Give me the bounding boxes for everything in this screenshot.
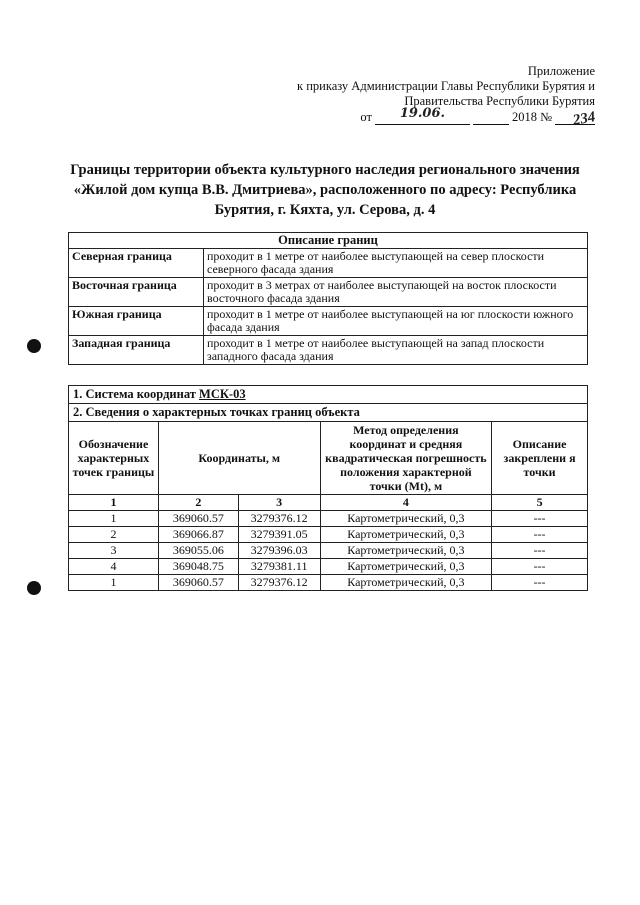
- method-cell: Картометрический, 0,3: [320, 511, 492, 527]
- table-row: [69, 527, 588, 543]
- coord-y: 3279396.03: [238, 543, 320, 559]
- year-number-label: 2018 №: [511, 110, 552, 124]
- coordinate-system-value: МСК-03: [199, 387, 246, 401]
- point-number: 3: [69, 543, 159, 559]
- fixing-cell: ---: [492, 527, 588, 543]
- method-cell: Картометрический, 0,3: [320, 575, 492, 591]
- index-cell: 2: [158, 495, 238, 511]
- table-row: [69, 278, 588, 307]
- borders-table: [68, 232, 588, 365]
- fixing-cell: ---: [492, 511, 588, 527]
- index-cell: 5: [492, 495, 588, 511]
- method-cell: Картометрический, 0,3: [320, 527, 492, 543]
- date-blank: [375, 106, 470, 125]
- coord-y: 3279391.05: [238, 527, 320, 543]
- appendix-label: Приложение: [527, 64, 595, 78]
- borders-table-header: Описание границ: [69, 233, 588, 249]
- fixing-cell: ---: [492, 575, 588, 591]
- method-cell: Картометрический, 0,3: [320, 543, 492, 559]
- coord-x: 369060.57: [158, 511, 238, 527]
- index-cell: 4: [320, 495, 492, 511]
- coord-x: 369055.06: [158, 543, 238, 559]
- order-line: к приказу Администрации Главы Республики Бурятия и: [297, 79, 595, 93]
- handwritten-date: 19.06.: [399, 106, 446, 121]
- col-method: Метод определения координат и средняя квадратическая погрешность положения характерной точки (Мt), м: [320, 422, 492, 495]
- point-number: 1: [69, 575, 159, 591]
- number-blank: [555, 109, 597, 129]
- border-name: Южная граница: [69, 307, 204, 336]
- point-number: 4: [69, 559, 159, 575]
- coordinate-system-row: [69, 386, 588, 404]
- border-name: Северная граница: [69, 249, 204, 278]
- border-name: Западная граница: [69, 336, 204, 365]
- index-row: [69, 495, 588, 511]
- border-description: проходит в 1 метре от наиболее выступающей на юг плоскости южного фасада здания: [204, 307, 588, 336]
- table-row: [69, 559, 588, 575]
- coord-x: 369048.75: [158, 559, 238, 575]
- border-description: проходит в 1 метре от наиболее выступающей на север плоскости северного фасада здания: [204, 249, 588, 278]
- points-info-row: 2. Сведения о характерных точках границ объекта: [69, 404, 588, 422]
- coord-y: 3279381.11: [238, 559, 320, 575]
- table-row: [69, 249, 588, 278]
- coord-y: 3279376.12: [238, 511, 320, 527]
- coord-x: 369060.57: [158, 575, 238, 591]
- coord-x: 369066.87: [158, 527, 238, 543]
- border-description: проходит в 3 метрах от наиболее выступающей на восток плоскости восточного фасада здания: [204, 278, 588, 307]
- col-designation: Обозначение характерных точек границы: [69, 422, 159, 495]
- table-row: [69, 511, 588, 527]
- table-row: [69, 336, 588, 365]
- table-row: [69, 575, 588, 591]
- fixing-cell: ---: [492, 543, 588, 559]
- date-number-line: [360, 106, 597, 129]
- from-label: от: [360, 110, 372, 124]
- col-description: Описание закреплени я точки: [492, 422, 588, 495]
- coord-y: 3279376.12: [238, 575, 320, 591]
- method-cell: Картометрический, 0,3: [320, 559, 492, 575]
- col-coordinates: Координаты, м: [158, 422, 320, 495]
- punch-hole-mark: [27, 581, 41, 595]
- fixing-cell: ---: [492, 559, 588, 575]
- coordinate-system-label: 1. Система координат: [73, 387, 200, 401]
- document-title: Границы территории объекта культурного наследия регионального значения «Жилой дом купца В.В. Дмитриева», расположенного по адресу: Республика Бурятия, г. Кяхта, ул. Серова, д. 4: [70, 162, 580, 218]
- index-cell: 1: [69, 495, 159, 511]
- index-cell: 3: [238, 495, 320, 511]
- border-name: Восточная граница: [69, 278, 204, 307]
- table-row: [69, 543, 588, 559]
- punch-hole-mark: [27, 339, 41, 353]
- date-blank-tail: [473, 112, 509, 125]
- points-table: [68, 385, 588, 591]
- handwritten-number: 234: [571, 109, 597, 129]
- point-number: 1: [69, 511, 159, 527]
- government-line: Правительства Республики Бурятия: [404, 94, 595, 108]
- table-row: [69, 307, 588, 336]
- point-number: 2: [69, 527, 159, 543]
- border-description: проходит в 1 метре от наиболее выступающей на запад плоскости западного фасада здания: [204, 336, 588, 365]
